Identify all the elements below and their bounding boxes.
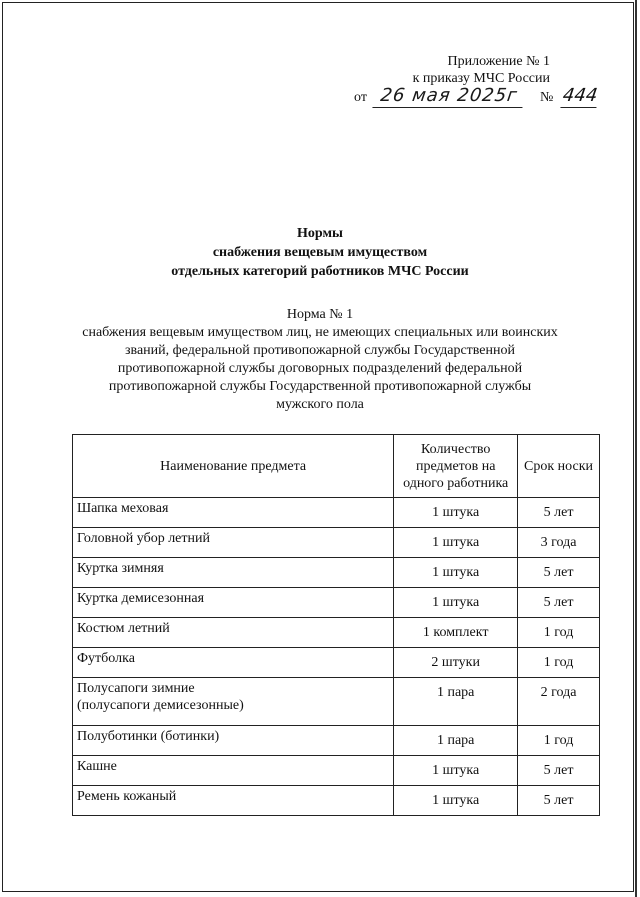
cell-item [73,678,394,726]
order-number-sign: № [540,90,554,105]
cell-item: Головной убор летний [73,528,394,558]
cell-item: Шапка меховая [73,498,394,528]
subtitle-line: мужского пола [276,397,364,412]
table-row [73,558,600,588]
cell-item: Полуботинки (ботинки) [73,726,394,756]
title-line: снабжения вещевым имуществом [212,245,428,260]
subtitle-line: противопожарной службы Государственной противопожарной службы [108,379,532,394]
table-row [73,528,600,558]
document-title [0,224,640,281]
subtitle-line: снабжения вещевым имуществом лиц, не имеющих специальных или воинских [82,325,558,340]
header-item: Наименование предмета [73,435,394,498]
cell-qty: 2 штуки [394,648,518,678]
order-prefix: от [354,90,367,105]
cell-qty: 1 пара [394,678,518,726]
cell-qty: 1 пара [394,726,518,756]
cell-term: 1 год [518,726,600,756]
order-number-handwritten: 444 [561,85,599,106]
cell-item: Кашне [73,756,394,786]
table-row [73,786,600,816]
cell-qty: 1 штука [394,498,518,528]
cell-item: Футболка [73,648,394,678]
subtitle-line: званий, федеральной противопожарной службы Государственной [124,343,515,358]
subtitle-line: противопожарной службы договорных подразделений федеральной [117,361,523,376]
order-date-line [354,87,604,111]
appendix-header [413,53,550,87]
cell-term: 5 лет [518,756,600,786]
cell-term: 3 года [518,528,600,558]
cell-term: 1 год [518,648,600,678]
order-reference: к приказу МЧС России [412,71,550,86]
cell-term: 5 лет [518,786,600,816]
cell-qty: 1 комплект [394,618,518,648]
order-date-handwritten: 26 мая 2025г [372,85,525,108]
cell-term: 1 год [518,618,600,648]
cell-item-line: Полусапоги зимние [77,681,195,696]
table-row [73,726,600,756]
cell-item-line: (полусапоги демисезонные) [77,698,244,713]
cell-qty: 1 штука [394,786,518,816]
cell-qty: 1 штука [394,558,518,588]
scan-edge [635,0,637,897]
appendix-line: Приложение № 1 [447,54,550,69]
norm-number: Норма № 1 [286,307,354,322]
title-line: Нормы [297,226,343,241]
table-row [73,678,600,726]
cell-item: Костюм летний [73,618,394,648]
cell-term: 5 лет [518,558,600,588]
cell-item: Ремень кожаный [73,786,394,816]
cell-term: 2 года [518,678,600,726]
cell-term: 5 лет [518,498,600,528]
cell-qty: 1 штука [394,756,518,786]
cell-qty: 1 штука [394,588,518,618]
norm-subtitle [40,306,600,414]
header-term: Срок носки [518,435,600,498]
header-qty: Количество предметов на одного работника [394,435,518,498]
norms-table [72,434,600,816]
table-row [73,618,600,648]
cell-qty: 1 штука [394,528,518,558]
table-row [73,588,600,618]
cell-item: Куртка демисезонная [73,588,394,618]
table-row [73,648,600,678]
cell-item: Куртка зимняя [73,558,394,588]
table-row [73,756,600,786]
table-row [73,498,600,528]
title-line: отдельных категорий работников МЧС России [171,264,469,279]
table-header-row [73,435,600,498]
cell-term: 5 лет [518,588,600,618]
